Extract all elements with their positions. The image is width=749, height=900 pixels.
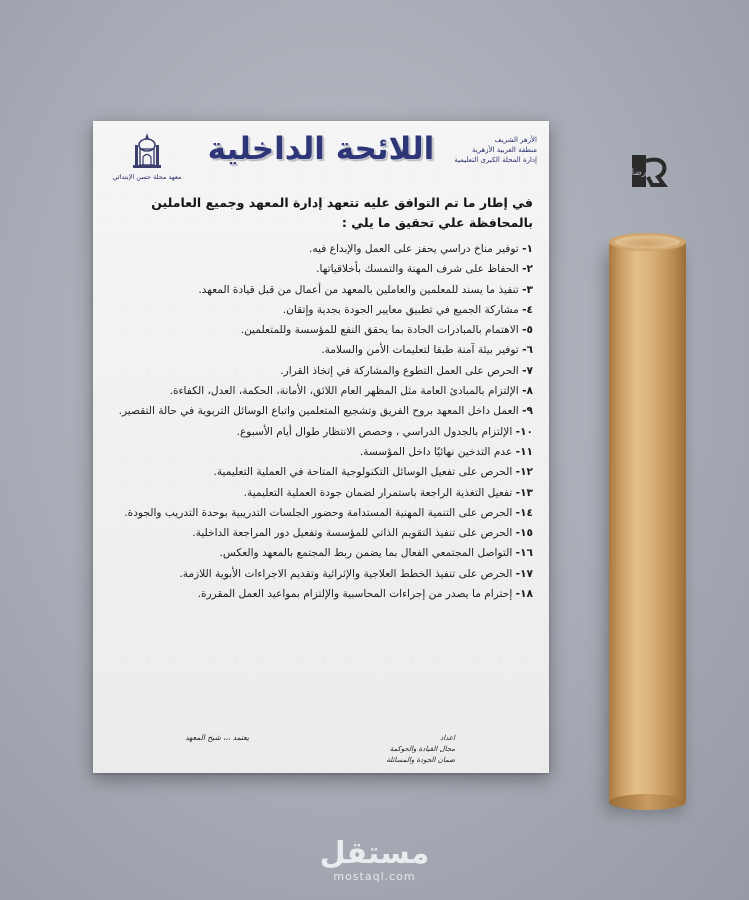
header-line-3: إدارة المحلة الكبرى التعليمية bbox=[454, 156, 537, 164]
item-text: توفير مناخ دراسي يحفز على العمل والإبداع فيه. bbox=[308, 243, 519, 255]
item-number: ١٧- bbox=[515, 567, 533, 580]
item-text: الحرص على التنمية المهنية المستدامة وحضور الجلسات التدريبية بوحدة التدريب والجودة. bbox=[124, 506, 513, 519]
item-text: الحرص على تنفيذ الخطط العلاجية والإثرائية وتقديم الاجراءات الأبوية اللازمة. bbox=[179, 567, 513, 580]
item-text: توفير بيئة آمنة طبقا لتعليمات الأمن والسلامة. bbox=[321, 344, 519, 357]
list-item bbox=[107, 503, 533, 523]
item-number: ١٦- bbox=[515, 547, 533, 560]
list-item bbox=[107, 483, 533, 503]
page-title: اللائحة الداخلية bbox=[207, 131, 435, 167]
item-text: الحرص على تفعيل الوسائل التكنولوجية المتاحة في العملية التعليمية. bbox=[213, 466, 513, 479]
item-number: ١٠- bbox=[515, 425, 533, 438]
item-number: ١٣- bbox=[515, 486, 533, 499]
list-item bbox=[107, 381, 533, 401]
rules-list bbox=[107, 239, 533, 604]
item-number: ١١- bbox=[515, 445, 533, 458]
item-text: الحفاظ على شرف المهنة والتمسك بأخلاقياتها. bbox=[316, 263, 519, 276]
intro-statement: في إطار ما تم التوافق عليه تتعهد إدارة المعهد وجميع العاملين بالمحافظة علي تحقيق ما يلي : bbox=[151, 195, 533, 230]
watermark-latin: mostaql.com bbox=[333, 870, 416, 883]
item-number: ٨- bbox=[522, 385, 533, 398]
list-item bbox=[107, 239, 533, 259]
list-item bbox=[107, 300, 533, 320]
item-number: ٥- bbox=[522, 324, 533, 337]
designer-logo bbox=[630, 151, 670, 191]
designer-mark-icon bbox=[630, 151, 670, 191]
list-item bbox=[107, 340, 533, 360]
item-number: ٢- bbox=[522, 263, 533, 276]
list-item bbox=[107, 462, 533, 482]
item-text: مشاركة الجميع في تطبيق معايير الجودة بجدية وإتقان. bbox=[282, 303, 519, 316]
prepared-line-1: اعداد bbox=[440, 734, 455, 742]
approved-by-signature: يعتمد ،،، شيخ المعهد bbox=[185, 733, 249, 742]
item-text: الحرص على تنفيذ التقويم الذاتي للمؤسسة وتفعيل دور المراجعة الداخلية. bbox=[192, 527, 513, 540]
item-text: تفعيل التغذية الراجعة باستمرار لضمان جودة العملية التعليمية. bbox=[243, 486, 513, 499]
item-number: ٣- bbox=[522, 283, 533, 296]
item-number: ١٥- bbox=[515, 527, 533, 540]
item-text: الحرص على العمل التطوع والمشاركة في إتخاذ القرار. bbox=[280, 364, 519, 377]
list-item bbox=[107, 401, 533, 421]
list-item bbox=[107, 564, 533, 584]
watermark-arabic: مستقل bbox=[319, 836, 430, 871]
item-text: التواصل المجتمعي الفعال بما يضمن ربط المجتمع بالمعهد والعكس. bbox=[219, 547, 513, 560]
tube-cap-top bbox=[609, 233, 686, 251]
item-text: عدم التدخين نهائيًا داخل المؤسسة. bbox=[359, 445, 513, 458]
designer-mark-text: رضا bbox=[631, 168, 647, 178]
tube-cap-bottom bbox=[609, 794, 686, 810]
header-line-1: الأزهر الشريف bbox=[494, 136, 537, 144]
list-item bbox=[107, 422, 533, 442]
logo-caption: معهد محلة حسن الإبتدائي bbox=[112, 173, 182, 181]
item-text: الإلتزام بالمبادئ العامة مثل المظهر العام اللائق، الأمانة، الحكمة، العدل، الكفاءة. bbox=[169, 385, 519, 398]
prepared-line-3: ضمان الجودة والمسائلة bbox=[386, 756, 455, 764]
item-text: تنفيذ ما يسند للمعلمين والعاملين بالمعهد من أعمال من قبل قيادة المعهد. bbox=[198, 283, 519, 296]
list-item bbox=[107, 584, 533, 604]
cardboard-tube bbox=[609, 242, 686, 802]
list-item bbox=[107, 523, 533, 543]
list-item bbox=[107, 442, 533, 462]
list-item bbox=[107, 280, 533, 300]
item-number: ٤- bbox=[522, 303, 533, 316]
item-number: ٦- bbox=[522, 344, 533, 357]
item-text: العمل داخل المعهد بروح الفريق وتشجيع المتعلمين واتباع الوسائل التربوية في حالة التقصير. bbox=[118, 405, 519, 418]
header-line-2: منطقة الغربية الأزهرية bbox=[471, 146, 537, 154]
item-number: ٧- bbox=[522, 364, 533, 377]
prepared-by-signature bbox=[375, 733, 455, 766]
mosque-emblem-icon bbox=[129, 131, 165, 171]
item-number: ١٢- bbox=[515, 466, 533, 479]
document-poster bbox=[93, 121, 549, 773]
item-text: إحترام ما يصدر من إجراءات المحاسبية والإلتزام بمواعيد العمل المقررة. bbox=[197, 588, 513, 601]
item-number: ٩- bbox=[522, 405, 533, 418]
list-item bbox=[107, 543, 533, 563]
institute-logo bbox=[103, 131, 191, 183]
watermark bbox=[0, 838, 749, 883]
list-item bbox=[107, 259, 533, 279]
prepared-line-2: مجال القيادة والحوكمة bbox=[389, 745, 455, 753]
list-item bbox=[107, 320, 533, 340]
item-number: ١٤- bbox=[515, 506, 533, 519]
list-item bbox=[107, 361, 533, 381]
item-number: ١- bbox=[522, 243, 533, 255]
item-text: الإلتزام بالجدول الدراسي ، وحصص الانتظار طوال أيام الأسبوع. bbox=[236, 425, 513, 438]
item-number: ١٨- bbox=[515, 588, 533, 601]
item-text: الاهتمام بالمبادرات الجادة بما يحقق النفع للمؤسسة وللمتعلمين. bbox=[240, 324, 519, 337]
